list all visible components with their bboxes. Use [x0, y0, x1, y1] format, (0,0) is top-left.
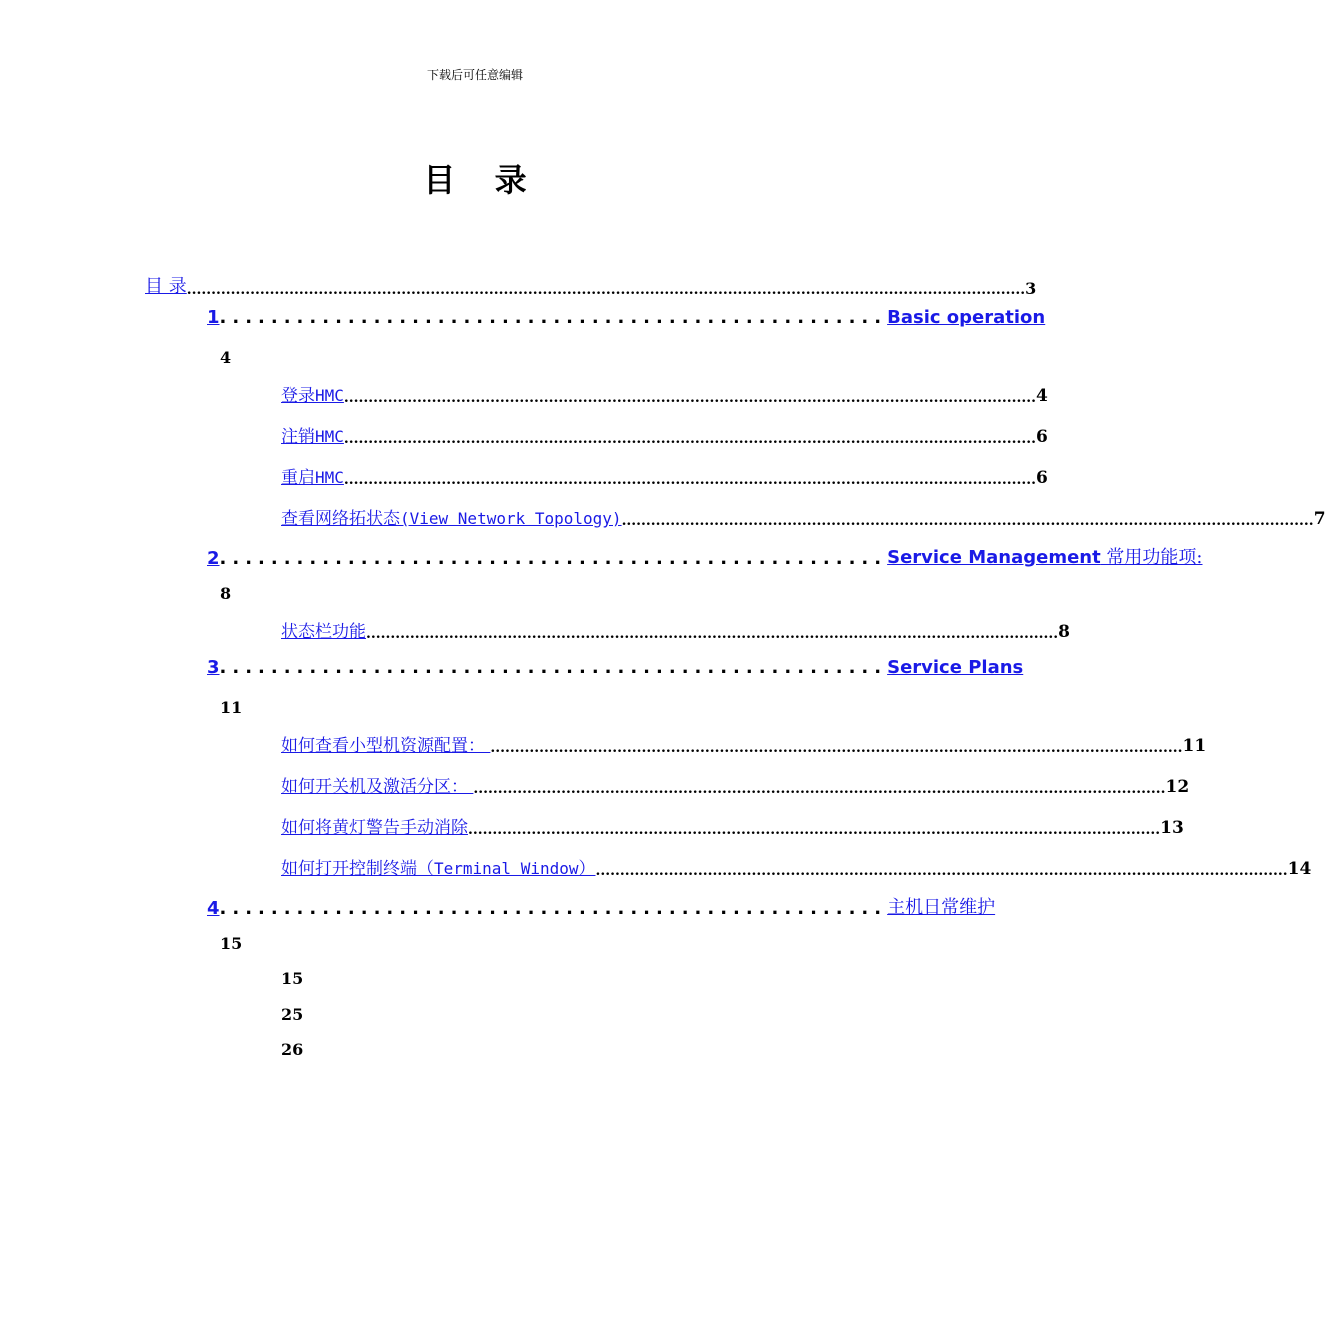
toc-entry-section-2 — [207, 543, 1203, 569]
toc-page-number: 15 — [281, 969, 304, 988]
toc-page: 13 — [1160, 818, 1184, 838]
toc-entry-power-partitions — [281, 772, 1190, 797]
toc-link-view-resources[interactable]: 如何查看小型机资源配置： — [281, 736, 491, 756]
dot-leader: .............................................................................................................................................. — [343, 472, 1037, 488]
toc-entry-login-hmc — [281, 381, 1048, 406]
toc-entry-view-resources — [281, 731, 1207, 756]
toc-page-number: 26 — [281, 1040, 304, 1059]
dot-leader: .............................................................................................................................................. — [490, 740, 1183, 756]
dot-leader: .................................................... — [219, 898, 888, 919]
toc-link-login-hmc[interactable]: 登录HMC — [281, 386, 344, 406]
toc-entry-section-4 — [207, 893, 996, 919]
toc-entry-network-topology — [281, 504, 1326, 529]
toc-link-section-4-number[interactable]: 4 — [207, 898, 220, 919]
dot-leader: .................................................... — [219, 548, 888, 569]
toc-entry-section-1 — [207, 307, 1046, 328]
toc-entry-section-3 — [207, 657, 1024, 678]
toc-page-section-3: 11 — [220, 698, 243, 717]
toc-link-section-1-number[interactable]: 1 — [207, 307, 220, 328]
toc-link-section-2-number[interactable]: 2 — [207, 548, 220, 569]
toc-link-section-4[interactable]: 主机日常维护 — [887, 897, 996, 918]
toc-link-section-1[interactable]: Basic operation — [887, 307, 1046, 328]
toc-page: 6 — [1036, 427, 1048, 447]
dot-leader: .................................................... — [219, 307, 888, 328]
toc-link-restart-hmc[interactable]: 重启HMC — [281, 468, 344, 488]
toc-page: 14 — [1287, 859, 1312, 879]
toc-link-status-bar[interactable]: 状态栏功能 — [281, 622, 366, 642]
toc-link-clear-yellow-light[interactable]: 如何将黄灯警告手动消除 — [281, 818, 468, 838]
toc-entry-restart-hmc — [281, 463, 1048, 488]
toc-link-logout-hmc[interactable]: 注销HMC — [281, 427, 344, 447]
dot-leader: .............................................................................................................................................. — [621, 513, 1314, 529]
toc-page: 12 — [1165, 777, 1190, 797]
dot-leader: ............................................................................................................................................................................ — [186, 282, 1026, 298]
toc-link-network-topology[interactable]: 查看网络拓状态(View Network Topology) — [281, 509, 622, 529]
toc-entry-clear-yellow-light — [281, 813, 1184, 838]
toc-link-section-2[interactable]: Service Management 常用功能项: — [887, 547, 1203, 568]
toc-page-section-1: 4 — [220, 348, 232, 367]
toc-page-section-2: 8 — [220, 584, 232, 603]
header-note: 下载后可任意编辑 — [426, 68, 523, 82]
dot-leader: .............................................................................................................................................. — [343, 390, 1037, 406]
toc-page: 8 — [1058, 622, 1070, 642]
toc-page: 6 — [1036, 468, 1048, 488]
toc-entry-status-bar — [281, 617, 1070, 642]
toc-page: 4 — [1036, 386, 1048, 406]
toc-link-section-3[interactable]: Service Plans — [887, 657, 1024, 678]
toc-page: 3 — [1025, 279, 1037, 298]
document-title: 目 录 — [423, 161, 541, 199]
toc-link-section-3-number[interactable]: 3 — [207, 657, 220, 678]
dot-leader: .................................................... — [219, 657, 888, 678]
dot-leader: .............................................................................................................................................. — [473, 781, 1166, 797]
toc-entry-mulu — [145, 272, 1037, 298]
toc-page: 11 — [1182, 736, 1207, 756]
toc-page-section-4: 15 — [220, 934, 243, 953]
toc-page-number: 25 — [281, 1005, 304, 1024]
toc-page: 7 — [1313, 509, 1326, 529]
toc-link-power-partitions[interactable]: 如何开关机及激活分区： — [281, 777, 474, 797]
toc-link-terminal-window[interactable]: 如何打开控制终端（Terminal Window） — [281, 859, 596, 879]
toc-link-mulu[interactable]: 目 录 — [145, 276, 187, 297]
dot-leader: .............................................................................................................................................. — [343, 431, 1037, 447]
dot-leader: .............................................................................................................................................. — [468, 822, 1161, 838]
toc-entry-logout-hmc — [281, 422, 1048, 447]
dot-leader: .............................................................................................................................................. — [366, 626, 1059, 642]
dot-leader: .............................................................................................................................................. — [595, 863, 1288, 879]
toc-entry-terminal-window — [281, 854, 1312, 879]
